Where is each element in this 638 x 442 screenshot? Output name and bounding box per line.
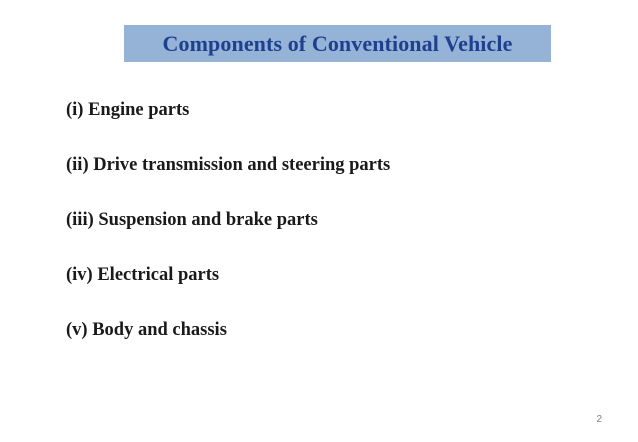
page-number: 2 [596, 414, 602, 425]
title-banner [124, 25, 551, 62]
list-item-drive-transmission-steering: (ii) Drive transmission and steering parts [66, 155, 391, 175]
list-item-suspension-brake: (iii) Suspension and brake parts [66, 210, 318, 230]
list-item-engine-parts: (i) Engine parts [66, 100, 190, 120]
list-item-body-chassis: (v) Body and chassis [66, 320, 227, 340]
list-item-electrical-parts: (iv) Electrical parts [66, 265, 220, 285]
slide-title: Components of Conventional Vehicle [162, 30, 513, 56]
